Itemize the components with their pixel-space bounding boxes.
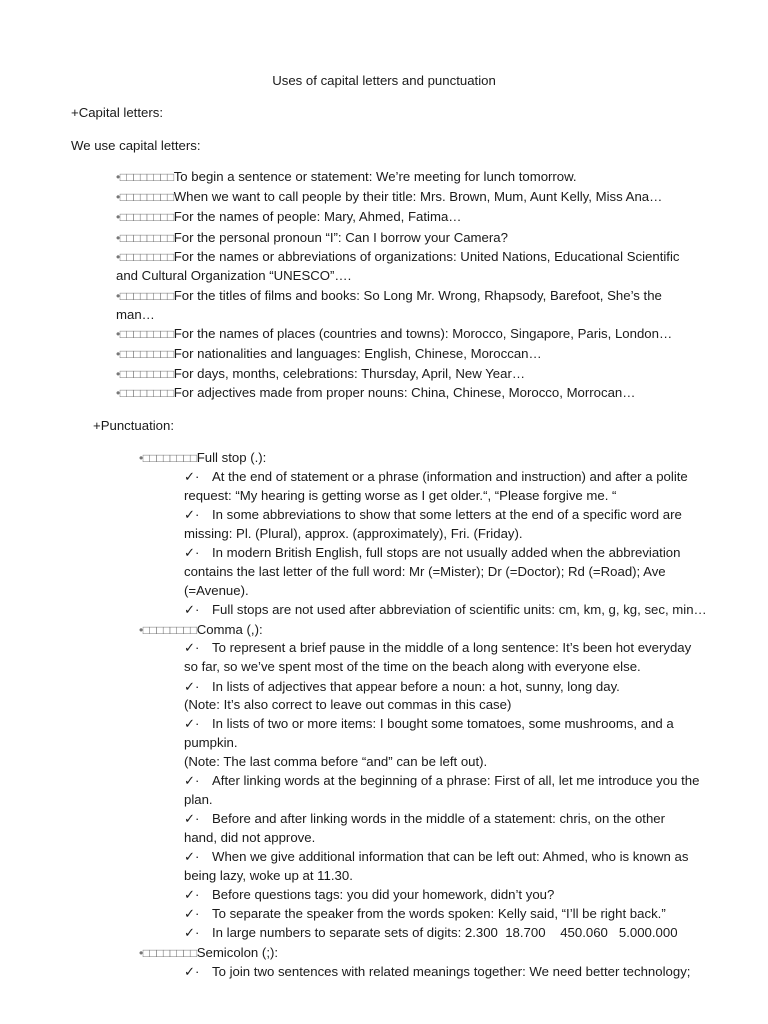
checkmark-icon: ✓· [184,507,200,522]
list-item: •□□□□□□□□For nationalities and languages: English, Chinese, Moroccan… [116,346,542,361]
list-item: •□□□□□□□□When we want to call people by their title: Mrs. Brown, Mum, Aunt Kelly, Miss Ana… [116,189,663,204]
note: (Note: It’s also correct to leave out commas in this case) [184,697,512,712]
list-item-continuation: request: “My hearing is getting worse as I get older.“, “Please forgive me. “ [184,488,617,503]
list-item: ✓· In some abbreviations to show that some letters at the end of a specific word are [184,507,682,522]
list-item: ✓· When we give additional information that can be left out: Ahmed, who is known as [184,849,689,864]
list-item: ✓· To join two sentences with related meanings together: We need better technology; [184,964,691,979]
bullet-marker: •□□□□□□□□ [116,327,174,341]
list-item: ✓· In lists of adjectives that appear before a noun: a hot, sunny, long day. [184,679,620,694]
checkmark-icon: ✓· [184,602,200,617]
list-item: ✓· After linking words at the beginning of a phrase: First of all, let me introduce you the [184,773,700,788]
list-item: ✓· At the end of statement or a phrase (information and instruction) and after a polite [184,469,688,484]
list-item-continuation: and Cultural Organization “UNESCO”…. [116,268,352,283]
list-item: ✓· In lists of two or more items: I bought some tomatoes, some mushrooms, and a [184,716,674,731]
checkmark-icon: ✓· [184,849,200,864]
list-item-continuation: missing: Pl. (Plural), approx. (approximately), Fri. (Friday). [184,526,523,541]
checkmark-icon: ✓· [184,906,200,921]
bullet-marker: •□□□□□□□□ [139,623,197,637]
list-item: •□□□□□□□□For the personal pronoun “I”: Can I borrow your Camera? [116,230,508,245]
list-item-continuation: man… [116,307,155,322]
list-item-continuation: (=Avenue). [184,583,249,598]
checkmark-icon: ✓· [184,469,200,484]
bullet-marker: •□□□□□□□□ [116,231,174,245]
list-item: ✓· Before and after linking words in the middle of a statement: chris, on the other [184,811,666,826]
list-item-continuation: so far, so we’ve spent most of the time on the beach along with everyone else. [184,659,641,674]
list-item: ✓· In modern British English, full stops are not usually added when the abbreviation [184,545,681,560]
checkmark-icon: ✓· [184,811,200,826]
checkmark-icon: ✓· [184,773,200,788]
bullet-marker: •□□□□□□□□ [116,210,174,224]
checkmark-icon: ✓· [184,679,200,694]
bullet-marker: •□□□□□□□□ [116,367,174,381]
semicolon-label: •□□□□□□□□Semicolon (;): [139,945,279,960]
punctuation-heading: +Punctuation: [93,418,175,433]
list-item-continuation: plan. [184,792,213,807]
list-item: ✓· In large numbers to separate sets of digits: 2.300 18.700 450.060 5.000.000 [184,925,678,940]
page-title: Uses of capital letters and punctuation [272,73,496,88]
list-item-continuation: being lazy, woke up at 11.30. [184,868,353,883]
full-stop-label: •□□□□□□□□Full stop (.): [139,450,267,465]
list-item: •□□□□□□□□For adjectives made from proper nouns: China, Chinese, Morocco, Morrocan… [116,385,636,400]
bullet-marker: •□□□□□□□□ [116,289,174,303]
list-item-continuation: hand, did not approve. [184,830,316,845]
checkmark-icon: ✓· [184,640,200,655]
capital-intro: We use capital letters: [71,138,201,153]
bullet-marker: •□□□□□□□□ [139,946,197,960]
note: (Note: The last comma before “and” can be left out). [184,754,488,769]
checkmark-icon: ✓· [184,964,200,979]
bullet-marker: •□□□□□□□□ [116,386,174,400]
list-item: •□□□□□□□□For the names of people: Mary, Ahmed, Fatima… [116,209,462,224]
checkmark-icon: ✓· [184,716,200,731]
comma-label: •□□□□□□□□Comma (,): [139,622,263,637]
list-item: ✓· To represent a brief pause in the middle of a long sentence: It’s been hot everyday [184,640,692,655]
list-item: ✓· Full stops are not used after abbreviation of scientific units: cm, km, g, kg, sec, min… [184,602,707,617]
checkmark-icon: ✓· [184,925,200,940]
list-item: ✓· Before questions tags: you did your homework, didn’t you? [184,887,555,902]
list-item: •□□□□□□□□For the names or abbreviations of organizations: United Nations, Educational Scientific [116,249,680,264]
list-item-continuation: contains the last letter of the full word: Mr (=Mister); Dr (=Doctor); Rd (=Road); Ave [184,564,666,579]
list-item: •□□□□□□□□For the titles of films and books: So Long Mr. Wrong, Rhapsody, Barefoot, She’s the [116,288,662,303]
capital-heading: +Capital letters: [71,105,163,120]
list-item: •□□□□□□□□For the names of places (countries and towns): Morocco, Singapore, Paris, London… [116,326,673,341]
list-item: ✓· To separate the speaker from the words spoken: Kelly said, “I’ll be right back.” [184,906,666,921]
bullet-marker: •□□□□□□□□ [116,170,174,184]
list-item: •□□□□□□□□To begin a sentence or statement: We’re meeting for lunch tomorrow. [116,169,577,184]
list-item-continuation: pumpkin. [184,735,238,750]
bullet-marker: •□□□□□□□□ [116,190,174,204]
bullet-marker: •□□□□□□□□ [116,347,174,361]
checkmark-icon: ✓· [184,887,200,902]
bullet-marker: •□□□□□□□□ [139,451,197,465]
checkmark-icon: ✓· [184,545,200,560]
bullet-marker: •□□□□□□□□ [116,250,174,264]
list-item: •□□□□□□□□For days, months, celebrations: Thursday, April, New Year… [116,366,526,381]
